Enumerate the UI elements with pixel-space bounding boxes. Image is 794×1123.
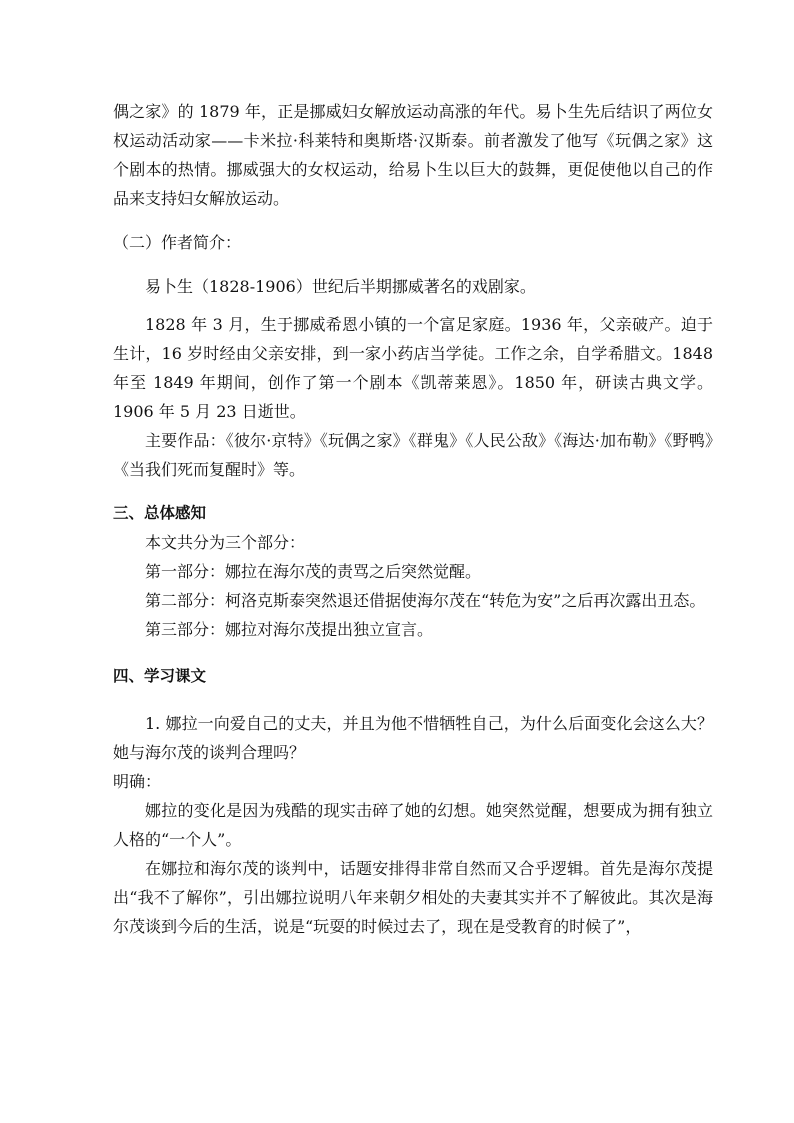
author-line-3: 主要作品：《彼尔·京特》《玩偶之家》《群鬼》《人民公敌》《海达·加布勒》《野鸭》《当我们死而复醒时》等。 bbox=[113, 431, 713, 479]
author-line-1: 易卜生（1828-1906）世纪后半期挪威著名的戏剧家。 bbox=[145, 277, 536, 296]
spacer bbox=[113, 213, 713, 228]
spacer bbox=[113, 691, 713, 709]
section-4-heading: 四、学习课文 bbox=[113, 667, 207, 685]
part-2: 第二部分：柯洛克斯泰突然退还借据使海尔茂在“转危为安”之后再次露出丑态。 bbox=[145, 591, 706, 610]
spacer bbox=[113, 257, 713, 272]
author-line-2: 1828 年 3 月，生于挪威希恩小镇的一个富足家庭。1936 年，父亲破产。迫于生计，16 岁时经由父亲安排，到一家小药店当学徒。工作之余，自学希腊文。1848 年至 1849 年期间，创作了第一个剧本《凯蒂莱恩》。1850 年，研读古典文学。1906 年 5 月 23 日逝世。 bbox=[113, 315, 713, 421]
section-2-heading: （二）作者简介： bbox=[113, 233, 242, 252]
spacer bbox=[113, 301, 713, 310]
document-body bbox=[113, 97, 713, 941]
part-1: 第一部分：娜拉在海尔茂的责骂之后突然觉醒。 bbox=[145, 562, 482, 581]
section-3-heading: 三、总体感知 bbox=[113, 504, 207, 522]
part-3: 第三部分：娜拉对海尔茂提出独立宣言。 bbox=[145, 620, 434, 639]
answer-label: 明确： bbox=[113, 772, 162, 791]
overview-intro: 本文共分为三个部分： bbox=[145, 533, 306, 552]
intro-paragraph: 偶之家》的 1879 年，正是挪威妇女解放运动高涨的年代。易卜生先后结识了两位女权运动活动家——卡米拉·科莱特和奥斯塔·汉斯泰。前者激发了他写《玩偶之家》这个剧本的热情。挪威强大的女权运动，给易卜生以巨大的鼓舞，更促使他以自己的作品来支持妇女解放运动。 bbox=[113, 102, 713, 208]
answer-paragraph-1: 娜拉的变化是因为残酷的现实击碎了她的幻想。她突然觉醒，想要成为拥有独立人格的“一个人”。 bbox=[113, 801, 713, 849]
question-1: 1. 娜拉一向爱自己的丈夫，并且为他不惜牺牲自己，为什么后面变化会这么大？她与海尔茂的谈判合理吗？ bbox=[113, 714, 713, 762]
spacer bbox=[113, 484, 713, 499]
spacer bbox=[113, 644, 713, 662]
answer-paragraph-2: 在娜拉和海尔茂的谈判中，话题安排得非常自然而又合乎逻辑。首先是海尔茂提出“我不了解你”，引出娜拉说明八年来朝夕相处的夫妻其实并不了解彼此。其次是海尔茂谈到今后的生活，说是“玩耍的时候过去了，现在是受教育的时候了”， bbox=[113, 859, 713, 936]
